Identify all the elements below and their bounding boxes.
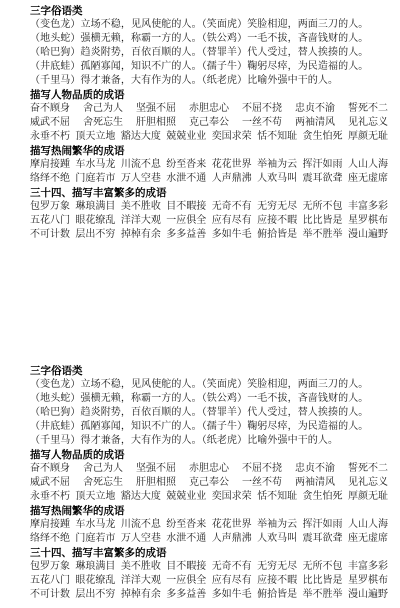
idiom: 应有尽有 — [211, 215, 252, 226]
idiom-line: （地头蛇）强横无赖，称霸一方的人。（铁公鸡）一毛不拔，吝啬钱财的人。 — [30, 393, 369, 404]
idiom: 奕国求荣 — [211, 491, 252, 502]
idiom: 举不胜举 — [302, 229, 343, 240]
idiom: 丰富多彩 — [347, 201, 388, 212]
idiom-line: （千里马）得才兼备，大有作为的人。（纸老虎）比喻外强中干的人。 — [30, 435, 339, 446]
idiom: 门庭若市 — [75, 173, 116, 184]
idiom: 见礼忘义 — [348, 477, 388, 488]
idiom: 摩肩接踵 — [30, 519, 70, 530]
idiom: 丰富多彩 — [347, 561, 388, 572]
idiom: 忠贞不渝 — [295, 463, 335, 474]
idiom: 顶天立地 — [75, 491, 116, 502]
idiom: 一应俱全 — [166, 215, 207, 226]
idiom: 水泄不通 — [166, 173, 207, 184]
idiom: 厚颜无耻 — [347, 131, 388, 142]
idiom: 洋洋大观 — [120, 215, 161, 226]
idiom: 威武不屈 — [30, 117, 70, 128]
idiom: 举袖为云 — [257, 159, 298, 170]
idiom: 舍己为人 — [83, 463, 123, 474]
idiom: 车水马龙 — [75, 159, 116, 170]
idiom: 不可计数 — [30, 589, 70, 600]
idiom: 震耳欲聋 — [302, 533, 343, 544]
idiom: 美不胜收 — [120, 561, 161, 572]
idiom-row — [30, 560, 388, 574]
idiom: 恬不知耻 — [257, 131, 298, 142]
idiom: 坚强不屈 — [136, 103, 176, 114]
idiom: 洋洋大观 — [120, 575, 161, 586]
idiom: 包罗万象 — [30, 561, 70, 572]
idiom: 车水马龙 — [75, 519, 116, 530]
idiom: 纷至沓来 — [166, 519, 207, 530]
idiom-line: （千里马）得才兼备，大有作为的人。（纸老虎）比喻外强中干的人。 — [30, 75, 339, 86]
idiom-row — [30, 158, 388, 172]
idiom: 座无虚席 — [347, 533, 388, 544]
idiom: 无所不包 — [302, 201, 343, 212]
idiom-row — [30, 532, 388, 546]
idiom: 贪生怕死 — [302, 131, 343, 142]
idiom: 五花八门 — [30, 575, 70, 586]
idiom: 威武不屈 — [30, 477, 70, 488]
idiom: 一丝不苟 — [242, 477, 282, 488]
section-title: 描写人物品质的成语 — [30, 89, 125, 101]
idiom: 纷至沓来 — [166, 159, 207, 170]
idiom: 漫山遍野 — [347, 589, 388, 600]
idiom-line: （哈巴狗）趋炎附势，百依百顺的人。（替罪羊）代人受过，替人挨揍的人。 — [30, 407, 369, 418]
idiom: 兢兢业业 — [166, 491, 207, 502]
idiom: 兢兢业业 — [166, 131, 207, 142]
idiom: 应有尽有 — [211, 575, 252, 586]
idiom: 花花世界 — [211, 519, 252, 530]
idiom: 多如牛毛 — [211, 589, 252, 600]
idiom: 水泄不通 — [166, 533, 207, 544]
idiom: 无穷无尽 — [257, 561, 298, 572]
idiom-line: （变色龙）立场不稳，见风使舵的人。（笑面虎）笑脸相迎，两面三刀的人。 — [30, 19, 369, 30]
idiom: 举不胜举 — [302, 589, 343, 600]
section-title: 三字俗语类 — [30, 365, 83, 377]
idiom-row — [30, 130, 388, 144]
idiom-line: （井底蛙）孤陋寡闻，知识不广的人。（孺子牛）鞠躬尽瘁，为民造福的人。 — [30, 61, 369, 72]
section-title: 描写人物品质的成语 — [30, 449, 125, 461]
idiom-line: （哈巴狗）趋炎附势，百依百顺的人。（替罪羊）代人受过，替人挨揍的人。 — [30, 47, 369, 58]
idiom: 永垂不朽 — [30, 491, 70, 502]
idiom-row — [30, 588, 388, 602]
idiom: 眼花缭乱 — [75, 215, 116, 226]
idiom: 忠贞不渝 — [295, 103, 335, 114]
idiom: 多如牛毛 — [211, 229, 252, 240]
idiom: 座无虚席 — [347, 173, 388, 184]
content-block-lower — [30, 364, 392, 602]
idiom: 舍死忘生 — [83, 477, 123, 488]
idiom-row — [30, 172, 388, 186]
idiom: 人声鼎沸 — [211, 173, 252, 184]
idiom: 星罗棋布 — [347, 575, 388, 586]
idiom: 克己奉公 — [189, 117, 229, 128]
idiom: 漫山遍野 — [347, 229, 388, 240]
idiom: 人声鼎沸 — [211, 533, 252, 544]
idiom: 星罗棋布 — [347, 215, 388, 226]
idiom: 赤胆忠心 — [189, 463, 229, 474]
idiom-row — [30, 490, 388, 504]
idiom: 震耳欲聋 — [302, 173, 343, 184]
idiom: 无奇不有 — [211, 561, 252, 572]
idiom: 奋不顾身 — [30, 103, 70, 114]
idiom-line: （地头蛇）强横无赖，称霸一方的人。（铁公鸡）一毛不拔，吝啬钱财的人。 — [30, 33, 369, 44]
idiom: 比比皆是 — [302, 215, 343, 226]
idiom: 赤胆忠心 — [189, 103, 229, 114]
idiom: 挥汗如雨 — [302, 159, 343, 170]
idiom: 人欢马叫 — [257, 173, 298, 184]
idiom: 人山人海 — [347, 159, 388, 170]
idiom: 应接不暇 — [257, 215, 298, 226]
idiom: 美不胜收 — [120, 201, 161, 212]
idiom: 掉棹有余 — [120, 229, 161, 240]
idiom-line: （变色龙）立场不稳，见风使舵的人。（笑面虎）笑脸相迎，两面三刀的人。 — [30, 379, 369, 390]
idiom: 豁达大度 — [120, 131, 161, 142]
idiom: 肝胆相照 — [136, 477, 176, 488]
idiom: 目不暇接 — [166, 561, 207, 572]
idiom-row — [30, 462, 388, 476]
idiom: 络绎不绝 — [30, 533, 70, 544]
idiom: 川流不息 — [120, 159, 161, 170]
idiom: 誓死不二 — [348, 103, 388, 114]
idiom: 络绎不绝 — [30, 173, 70, 184]
idiom: 川流不息 — [120, 519, 161, 530]
idiom: 无所不包 — [302, 561, 343, 572]
idiom: 厚颜无耻 — [347, 491, 388, 502]
idiom: 恬不知耻 — [257, 491, 298, 502]
idiom: 掉棹有余 — [120, 589, 161, 600]
idiom: 舍死忘生 — [83, 117, 123, 128]
idiom-row — [30, 116, 388, 130]
idiom: 琳琅满目 — [75, 561, 116, 572]
section-title: 三十四、描写丰富繁多的成语 — [30, 187, 167, 199]
idiom: 坚强不屈 — [136, 463, 176, 474]
idiom-row — [30, 228, 388, 242]
idiom-row — [30, 102, 388, 116]
idiom: 多多益善 — [166, 229, 207, 240]
idiom: 一丝不苟 — [242, 117, 282, 128]
idiom: 目不暇接 — [166, 201, 207, 212]
idiom: 一应俱全 — [166, 575, 207, 586]
idiom-row — [30, 200, 388, 214]
idiom: 眼花缭乱 — [75, 575, 116, 586]
idiom: 门庭若市 — [75, 533, 116, 544]
idiom: 人欢马叫 — [257, 533, 298, 544]
idiom: 肝胆相照 — [136, 117, 176, 128]
idiom: 包罗万象 — [30, 201, 70, 212]
idiom: 两袖清风 — [295, 477, 335, 488]
idiom: 见礼忘义 — [348, 117, 388, 128]
idiom: 俯拾皆是 — [257, 589, 298, 600]
idiom: 摩肩接踵 — [30, 159, 70, 170]
idiom-line: （井底蛙）孤陋寡闻，知识不广的人。（孺子牛）鞠躬尽瘁，为民造福的人。 — [30, 421, 369, 432]
idiom: 俯拾皆是 — [257, 229, 298, 240]
idiom: 奋不顾身 — [30, 463, 70, 474]
idiom: 琳琅满目 — [75, 201, 116, 212]
idiom-row — [30, 476, 388, 490]
idiom: 无穷无尽 — [257, 201, 298, 212]
idiom: 无奇不有 — [211, 201, 252, 212]
idiom-row — [30, 574, 388, 588]
idiom-row — [30, 214, 388, 228]
section-title: 三十四、描写丰富繁多的成语 — [30, 547, 167, 559]
idiom: 挥汗如雨 — [302, 519, 343, 530]
section-title: 描写热闹繁华的成语 — [30, 505, 125, 517]
idiom: 层出不穷 — [75, 229, 116, 240]
idiom: 舍己为人 — [83, 103, 123, 114]
idiom: 多多益善 — [166, 589, 207, 600]
idiom: 不可计数 — [30, 229, 70, 240]
section-title: 描写热闹繁华的成语 — [30, 145, 125, 157]
idiom: 顶天立地 — [75, 131, 116, 142]
idiom: 豁达大度 — [120, 491, 161, 502]
idiom: 人山人海 — [347, 519, 388, 530]
idiom: 贪生怕死 — [302, 491, 343, 502]
idiom: 不屈不挠 — [242, 103, 282, 114]
content-block-upper — [30, 4, 392, 242]
idiom: 花花世界 — [211, 159, 252, 170]
idiom: 万人空巷 — [120, 533, 161, 544]
idiom: 誓死不二 — [348, 463, 388, 474]
idiom: 层出不穷 — [75, 589, 116, 600]
idiom: 奕国求荣 — [211, 131, 252, 142]
idiom: 两袖清风 — [295, 117, 335, 128]
idiom-row — [30, 518, 388, 532]
idiom: 不屈不挠 — [242, 463, 282, 474]
idiom: 永垂不朽 — [30, 131, 70, 142]
idiom: 应接不暇 — [257, 575, 298, 586]
idiom: 克己奉公 — [189, 477, 229, 488]
idiom: 万人空巷 — [120, 173, 161, 184]
idiom: 举袖为云 — [257, 519, 298, 530]
idiom: 比比皆是 — [302, 575, 343, 586]
idiom: 五花八门 — [30, 215, 70, 226]
section-title: 三字俗语类 — [30, 5, 83, 17]
